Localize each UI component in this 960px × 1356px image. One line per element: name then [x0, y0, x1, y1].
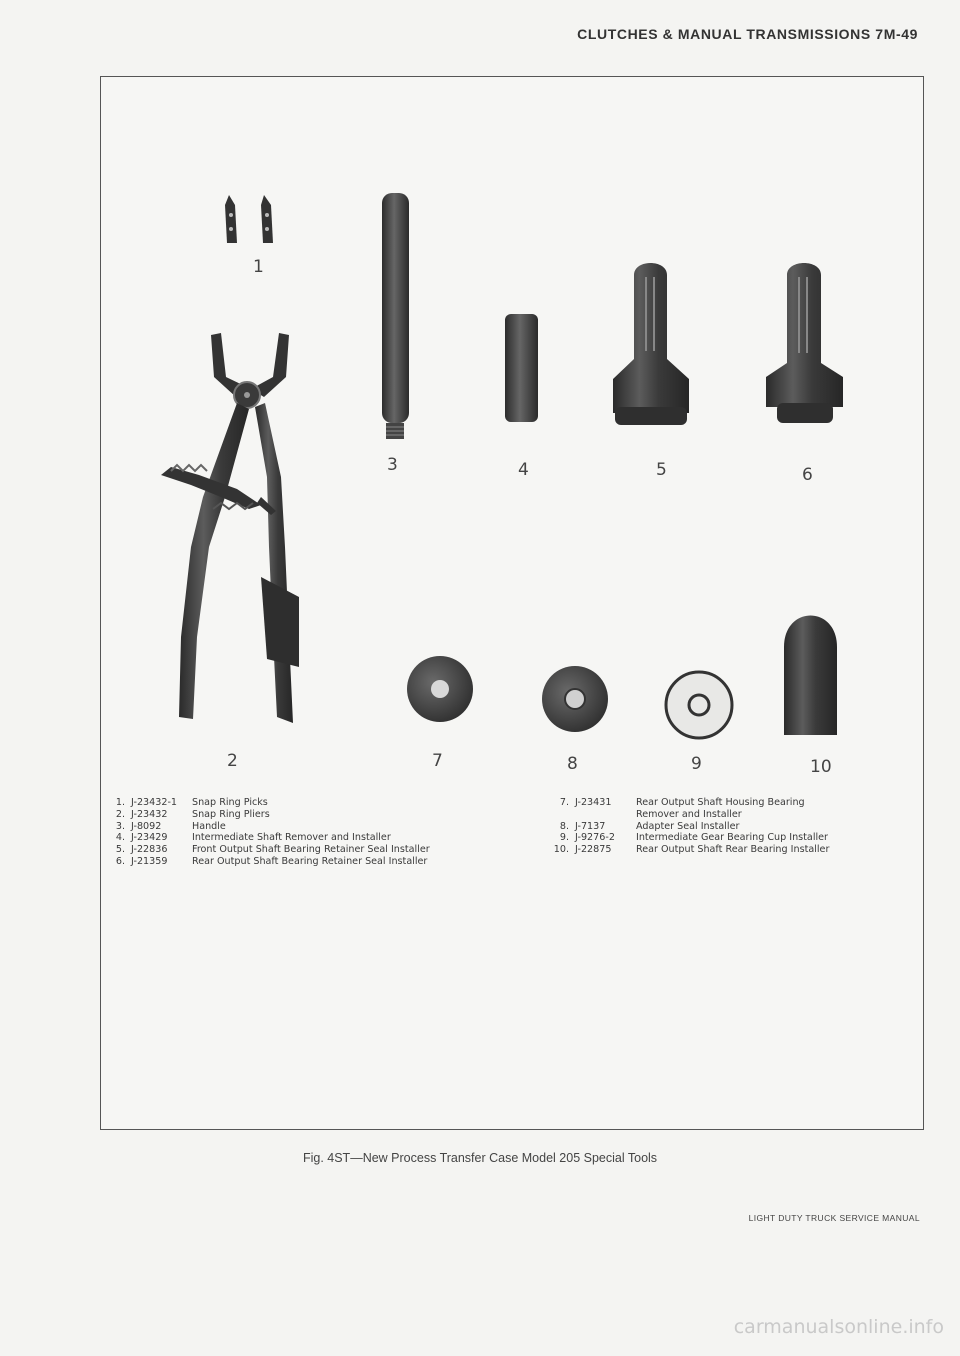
rear-seal-installer — [766, 263, 843, 423]
watermark: carmanualsonline.info — [733, 1316, 944, 1338]
tool-number: 3 — [387, 455, 398, 475]
tool-number: 9 — [691, 754, 702, 774]
tool-number: 10 — [810, 757, 832, 777]
tool-number: 1 — [253, 257, 264, 277]
adapter-seal-installer — [542, 666, 608, 732]
bearing-remover-disc — [407, 656, 473, 722]
figure-caption: Fig. 4ST—New Process Transfer Case Model 205 Special Tools — [302, 1151, 658, 1165]
handle-tool — [382, 193, 409, 439]
front-seal-installer — [613, 263, 689, 425]
tool-number: 6 — [802, 465, 813, 485]
legend-left — [109, 797, 430, 868]
legend-item: 2. J-23432 Snap Ring Pliers — [115, 808, 270, 820]
snap-ring-picks — [225, 195, 273, 243]
bearing-cup-installer — [666, 672, 732, 738]
intermediate-shaft-remover — [505, 314, 538, 422]
page-header: CLUTCHES & MANUAL TRANSMISSIONS 7M-49 — [577, 26, 918, 42]
tools-photo — [101, 77, 923, 1129]
rear-bearing-installer — [784, 616, 837, 736]
legend-item: 3. J-8092 Handle — [115, 820, 226, 832]
legend-item: 10. J-22875 Rear Output Shaft Rear Bearing Installer — [553, 844, 830, 856]
snap-ring-pliers — [161, 333, 299, 723]
legend-item: 8. J-7137 Adapter Seal Installer — [559, 820, 740, 832]
legend-item: 5. J-22836 Front Output Shaft Bearing Retainer Seal Installer — [115, 844, 430, 856]
page-footer: LIGHT DUTY TRUCK SERVICE MANUAL — [748, 1213, 920, 1223]
tool-number: 4 — [518, 460, 529, 480]
legend-item: 1. J-23432-1 Snap Ring Picks — [115, 797, 268, 808]
tool-number: 8 — [567, 754, 578, 774]
legend-item: 4. J-23429 Intermediate Shaft Remover and Installer — [115, 832, 391, 844]
tool-number: 7 — [432, 751, 443, 771]
legend-item: 9. J-9276-2 Intermediate Gear Bearing Cup Installer — [559, 832, 828, 844]
legend-item: 7. J-23431 Rear Output Shaft Housing Bearing Remover and Installer — [559, 797, 805, 820]
figure-frame — [100, 76, 924, 1130]
tool-number: 2 — [227, 751, 238, 771]
legend-item: 6. J-21359 Rear Output Shaft Bearing Retainer Seal Installer — [115, 855, 428, 867]
tool-number: 5 — [656, 460, 667, 480]
legend-right — [553, 797, 829, 856]
